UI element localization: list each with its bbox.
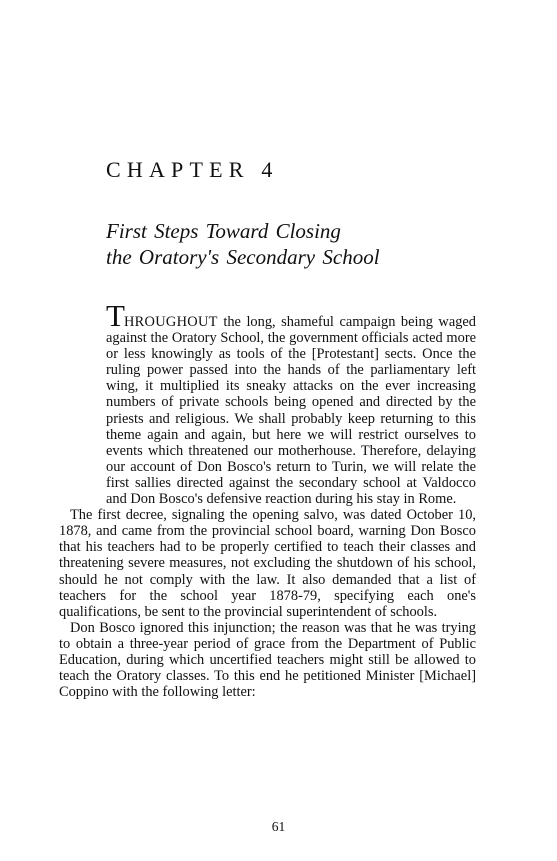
lead-in-word: HROUGHOUT (123, 314, 218, 330)
chapter-title-line-2: the Oratory's Secondary School (106, 245, 380, 269)
chapter-label: CHAPTER 4 (106, 157, 279, 182)
chapter-title (106, 218, 380, 270)
page-number: 61 (271, 819, 286, 834)
paragraph-1-text: the long, shameful campaign being waged against the Oratory School, the government officials acted more or less knowingly as tools of the [Protestant] sects. Once the ruling power passed into the hands of the parliamentary left wing, it multiplied its sneaky attacks on the ever increasing numbers of private schools being opened and directed by the priests and religious. We shall probably keep returning to this theme again and again, but here we will restrict ourselves to events which threatened our motherhouse. Therefore, delaying our account of Don Bosco's return to Turin, we will relate the first sallies directed against the secondary school at Valdocco and Don Bosco's defensive reaction during his stay in Rome. (106, 314, 476, 508)
drop-cap: T (106, 298, 124, 333)
body-text (59, 298, 476, 701)
paragraph-3: Don Bosco ignored this injunction; the reason was that he was trying to obtain a three-year period of grace from the Department of Public Education, during which uncertified teachers might still be allowed to teach the Oratory classes. To this end he petitioned Minister [Michael] Coppino with the following letter: (59, 619, 476, 701)
paragraph-2: The first decree, signaling the opening salvo, was dated October 10, 1878, and came from the provincial school board, warning Don Bosco that his teachers had to be properly certified to teach their classes and threatening severe measures, not excluding the shutdown of his school, should he not comply with the law. It also demanded that a list of teachers for the school year 1878-79, specifying each one's qualifications, be sent to the provincial superintendent of schools. (59, 507, 476, 620)
chapter-title-line-1: First Steps Toward Closing (106, 219, 341, 243)
paragraph-1 (59, 298, 476, 508)
